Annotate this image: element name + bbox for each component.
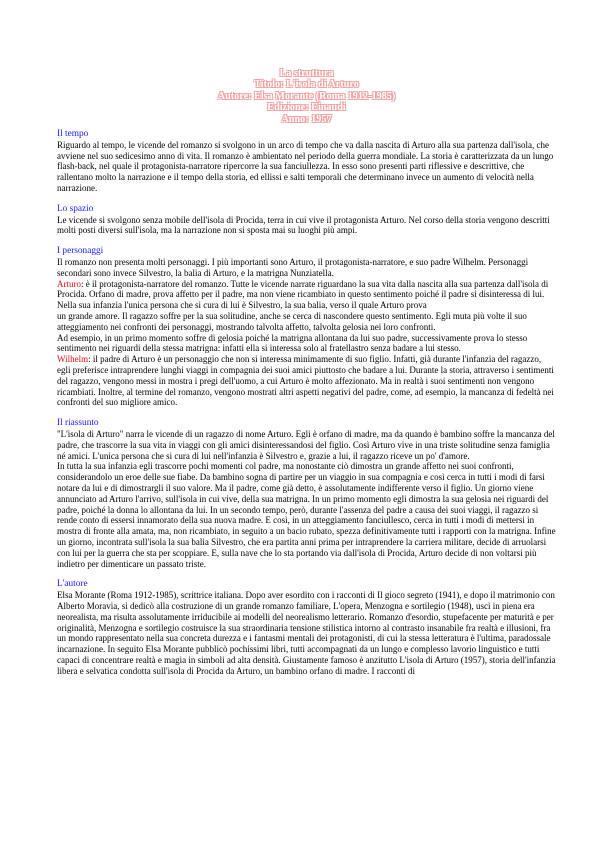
section-title-personaggi: I personaggi: [57, 246, 104, 257]
personaggi-wilhelm: [57, 354, 556, 408]
character-name-wilhelm: Wilhelm: [57, 354, 89, 365]
riassunto-paragraph-1: "L'isola di Arturo" narra le vicende di un ragazzo di nome Arturo. Egli è orfano di madre, ma da quando è bambino soffre la mancanza del padre, che trascorre la sua vita in viaggi con gli amici disinteressandosi del figlio. Così Arturo vive in una triste solitudine senza famiglia né amici. L'unica persona che si cura di lui nell'infanzia è Silvestro e, grazie a lui, il ragazzo riceve un po' d'amore.: [57, 428, 555, 461]
section-tempo: [57, 129, 556, 194]
section-text-spazio: Le vicende si svolgono senza mobile dell'isola di Procida, terra in cui vive il protagonista Arturo. Nel corso della storia vengono descritti molti posti diversi sull'isola, ma la narrazione non si sposta mai su luoghi più ampi.: [57, 214, 550, 236]
section-title-autore: L'autore: [57, 579, 88, 590]
header-author-line: Autore: Elsa Morante (Roma 1912-1985): [217, 90, 396, 102]
section-spazio: [57, 204, 556, 236]
header-year-line: Anno: 1957: [281, 113, 332, 125]
arturo-description-2: un grande amore. Il ragazzo soffre per la sua solitudine, anche se cerca di nascondere questo sentimento. Egli muta più volte il suo atteggiamento nei confronti dei personaggi, mostrando talvolta affetto, talvolta gelosia nei loro confronti.: [57, 310, 527, 332]
character-name-arturo: Arturo: [57, 278, 81, 289]
wilhelm-description: : il padre di Arturo è un personaggio che non si interessa minimamente di suo figlio. Infatti, già durante l'infanzia del ragazzo, egli preferisce intraprendere lunghi viaggi in compagnia dei suoi amici piuttosto che badare a lui. Durante la storia, attraverso i sentimenti del ragazzo, vengono messi in mostra i pregi dell'uomo, a cui Arturo è molto affezionato. Ma in realtà i suoi sentimenti non vengono ricambiati. Inoltre, al termine del romanzo, vengono mostrati altri aspetti negativi del padre, come, ad esempio, la mancanza di fedeltà nei confronti del suo migliore amico.: [57, 354, 554, 408]
header-title-line: Titolo: L'isola di Arturo: [254, 79, 359, 91]
document-header: [57, 68, 556, 125]
header-heading: La struttura: [279, 68, 334, 79]
autore-text: Elsa Morante (Roma 1912-1985), scrittrice italiana. Dopo aver esordito con i racconti di Il gioco segreto (1941), e dopo il matrimonio con Alberto Moravia, si dedicò alla costruzione di un grande romanzo familiare, L'opera, Menzogna e sortilegio (1948), uscì in piena era neorealista, ma risulta assolutamente irriducibile ai modelli del neorealismo letterario. Romanzo d'esordio, stupefacente per maturità e per originalità, Menzogna e sortilegio costruisce la sua straordinaria tensione stilistica intorno al contrasto insanabile fra realtà e illusioni, fra un mondo rappresentato nella sua concreta durezza e i fantasmi mentali dei protagonisti, di cui la stessa letteratura è l'ultima, paradossale incarnazione. In seguito Elsa Morante pubblicò pochissimi libri, tutti accompagnati da un lungo e complesso lavorio linguistico e tutti capaci di concentrare realtà e magia in simboli ad alta densità. Giustamente famoso è anzitutto L'isola di Arturo (1957), storia dell'infanzia libera e selvatica condotta sull'isola di Procida da Arturo, un bambino orfano di madre. I racconti di: [57, 590, 556, 676]
section-title-riassunto: Il riassunto: [57, 418, 99, 429]
section-title-spazio: Lo spazio: [57, 203, 94, 214]
arturo-description: : è il protagonista-narratore del romanzo. Tutte le vicende narrate riguardano la sua vita dalla nascita alla sua partenza dall'isola di Procida. Orfano di madre, prova affetto per il padre, ma non viene ricambiato in questo sentimento poiché il padre si disinteressa di lui. Nella sua infanzia l'unica persona che si cura di lui è Silvestro, la sua balia, verso il quale Arturo prova: [57, 278, 549, 311]
section-title-tempo: Il tempo: [57, 129, 89, 140]
section-personaggi: [57, 246, 556, 408]
section-riassunto: [57, 418, 556, 569]
section-autore: [57, 579, 556, 676]
personaggi-intro: Il romanzo non presenta molti personaggi. I più importanti sono Arturo, il protagonista-narratore, e suo padre Wilhelm. Personaggi secondari sono invece Silvestro, la balia di Arturo, e la matrigna Nunziatella.: [57, 257, 529, 278]
arturo-description-3: Ad esempio, in un primo momento soffre di gelosia poiché la matrigna allontana da lui suo padre, successivamente prova lo stesso sentimento nei riguardi della stessa matrigna: infatti ella si interessa solo al fratellastro senza badare a lui stesso.: [57, 332, 528, 354]
section-text-tempo: Riguardo al tempo, le vicende del romanzo si svolgono in un arco di tempo che va dalla nascita di Arturo alla sua partenza dall'isola, che avviene nel suo sedicesimo anno di vita. Il romanzo è ambientato nel periodo della guerra mondiale. La storia è caratterizzata da un lungo flash-back, nel quale il protagonista-narratore ripercorre la sua fanciullezza. In esso sono presenti parti riflessive e descrittive, che rallentano molto la narrazione e il tempo della storia, ed ellissi e salti temporali che determinano invece un aumento di velocità nella narrazione.: [57, 139, 554, 194]
riassunto-paragraph-2: In tutta la sua infanzia egli trascorre pochi momenti col padre, ma nonostante ciò dimostra un grande affetto nei suoi confronti, considerandolo un eroe delle sue fiabe. Da bambino sogna di partire per un viaggio in sua compagnia e così cerca in tutti i modi di farsi notare da lui e di dimostrargli il suo valore. Ma il padre, come già detto, è assolutamente indifferente verso il figlio. Un giorno viene annunciato ad Arturo l'arrivo, sull'isola in cui vive, della sua matrigna. In un primo momento egli dimostra la sua gelosia nei riguardi del padre, poiché la donna lo allontana da lui. In un secondo tempo, però, durante l'assenza del padre a causa dei suoi viaggi, il ragazzo si rende conto di essersi innamorato della sua nuova madre. E così, in un atteggiamento fanciullesco, cerca in tutti i modi di mettersi in mostra di fronte alla amata, ma, non ricambiato, in seguito a un bacio rubato, spezza definitivamente tutti i rapporti con la matrigna. Infine un giorno, incontrata sull'isola la sua balia Silvestro, che era partita anni prima per intraprendere la carriera militare, decide di arruolarsi con lui per la guerra che sta per scoppiare. E, sulla nave che lo sta portando via dall'isola di Procida, Arturo decide di non voltarsi più indietro per dimenticare un passato triste.: [57, 461, 556, 569]
personaggi-arturo: [57, 279, 556, 311]
header-edition-line: Edizione: Einaudi: [267, 102, 346, 114]
